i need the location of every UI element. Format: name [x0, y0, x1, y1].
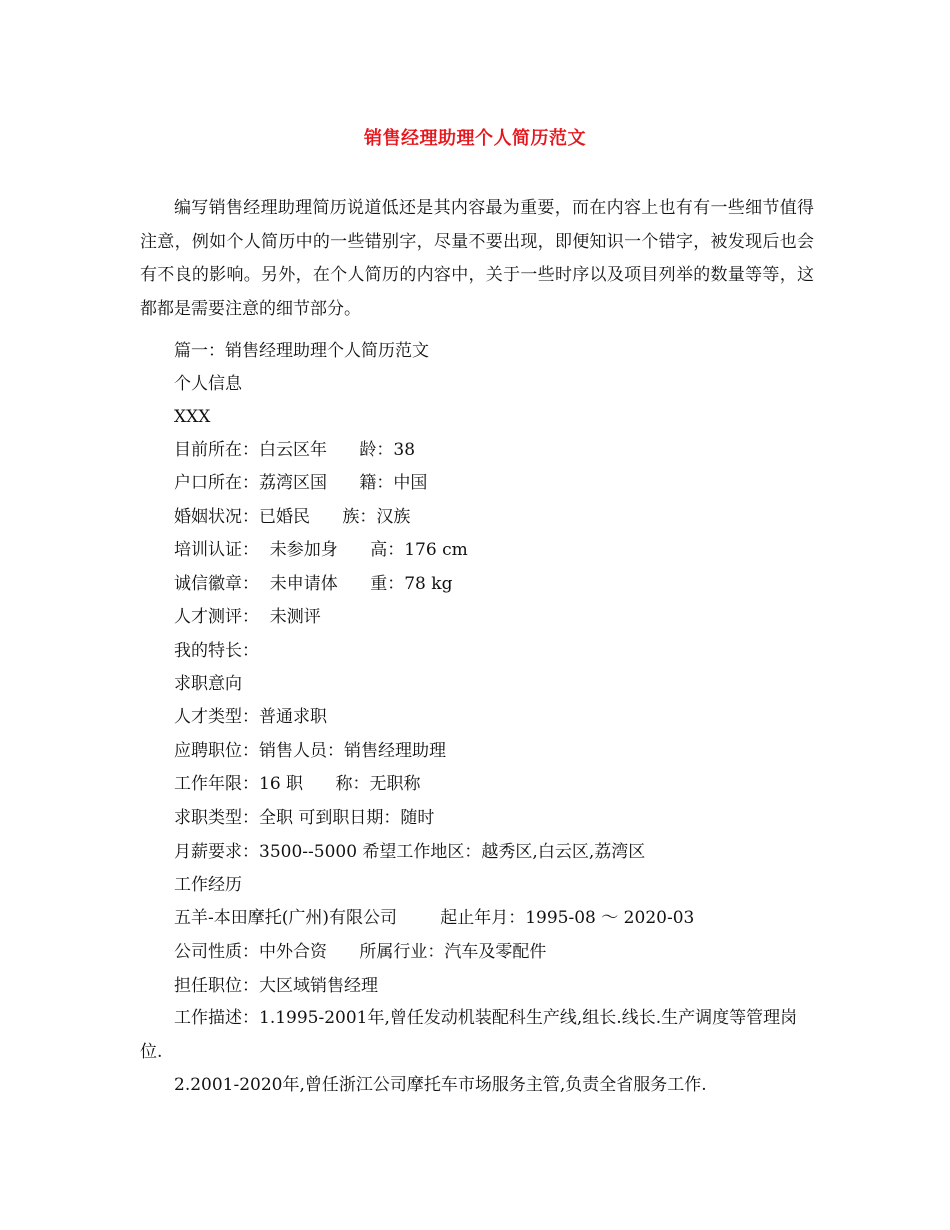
section-heading-resume: 篇一：销售经理助理个人简历范文	[174, 341, 429, 361]
intention-line-position: 应聘职位：销售人员：销售经理助理	[174, 741, 446, 761]
work-line-description: 工作描述：1.1995-2001年,曾任发动机装配科生产线,组长.线长.生产调度等管理岗位.	[140, 1008, 798, 1062]
intention-line-job-type: 求职类型：全职 可到职日期：随时	[174, 808, 435, 828]
document-title: 销售经理助理个人简历范文	[364, 128, 586, 149]
info-line-badge-weight: 诚信徽章： 未申请体 重：78 kg	[174, 574, 453, 594]
section-heading-work-history: 工作经历	[174, 875, 242, 895]
info-line-specialty: 我的特长：	[174, 641, 259, 661]
intention-line-years-title: 工作年限：16 职 称：无职称	[174, 774, 421, 794]
section-heading-personal-info: 个人信息	[174, 374, 242, 394]
info-line-location-age: 目前所在：白云区年 龄：38	[174, 440, 416, 460]
info-line-hukou-nationality: 户口所在：荔湾区国 籍：中国	[174, 473, 428, 493]
work-line-company-dates: 五羊-本田摩托(广州)有限公司 起止年月：1995-08 ～ 2020-03	[174, 908, 695, 928]
section-heading-job-intention: 求职意向	[174, 674, 242, 694]
intro-paragraph: 编写销售经理助理简历说道低还是其内容最为重要，而在内容上也有有一些细节值得注意，例如个人简历中的一些错别字，尽量不要出现，即便知识一个错字，被发现后也会有不良的影响。另外，在个人简历的内容中，关于一些时序以及项目列举的数量等等，这都都是需要注意的细节部分。	[140, 198, 814, 319]
intention-line-salary-area: 月薪要求：3500--5000 希望工作地区：越秀区,白云区,荔湾区	[174, 842, 646, 862]
info-line-training-height: 培训认证： 未参加身 高：176 cm	[174, 540, 468, 560]
work-line-role: 担任职位：大区域销售经理	[174, 976, 378, 996]
work-line-description-2: 2.2001-2020年,曾任浙江公司摩托车市场服务主管,负责全省服务工作.	[174, 1075, 707, 1095]
info-line-assessment: 人才测评： 未测评	[174, 607, 321, 627]
candidate-name: XXX	[174, 407, 211, 427]
intention-line-talent-type: 人才类型：普通求职	[174, 707, 327, 727]
work-line-company-type: 公司性质：中外合资 所属行业：汽车及零配件	[174, 942, 547, 962]
info-line-marital-ethnicity: 婚姻状况：已婚民 族：汉族	[174, 507, 411, 527]
